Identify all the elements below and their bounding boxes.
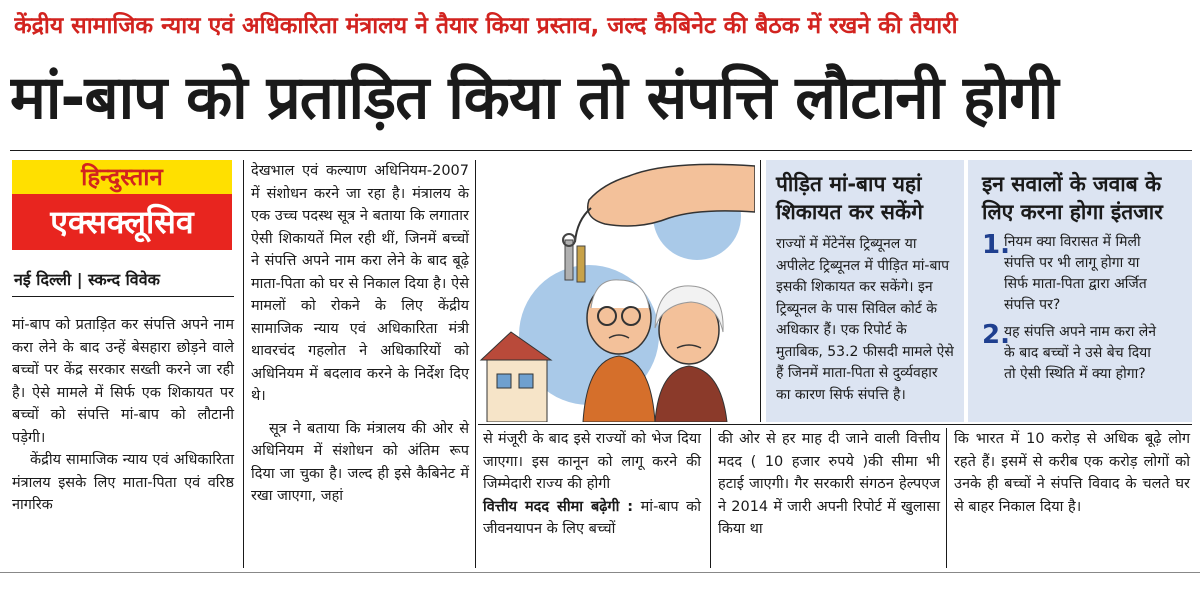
question-2	[982, 322, 1178, 385]
col3-line-wrap	[483, 496, 701, 541]
column-3	[483, 428, 701, 541]
col3-subhead: वित्तीय मदद सीमा बढ़ेगी :	[483, 498, 634, 515]
col-divider-3	[760, 160, 761, 422]
col5-para1: कि भारत में 10 करोड़ से अधिक बूढ़े लोग रहते हैं। इसमें से करीब एक करोड़ लोगों को उनके ही बच्चों ने संपत्ति विवाद के चलते घर से बाहर निकाल दिया है।	[954, 431, 1190, 515]
column-4	[718, 428, 940, 541]
byline-rule	[12, 296, 234, 297]
kicker: केंद्रीय सामाजिक न्याय एवं अधिकारिता मंत्रालय ने तैयार किया प्रस्ताव, जल्द कैबिनेट की बैठक में रखने की तैयारी	[14, 13, 958, 39]
question-1	[982, 232, 1178, 316]
col1-para1: मां-बाप को प्रताड़ित कर संपत्ति अपने नाम करा लेने के बाद उन्हें बेसहारा छोड़ने वाले बच्चों पर केंद्र सरकार सख्ती करने जा रही है। ऐसे मामले में सिर्फ एक शिकायत पर बच्चों को संपत्ति मां-बाप को लौटानी पड़ेगी।	[12, 317, 234, 446]
info-box-complaint-text: राज्यों में मेंटेनेंस ट्रिब्यूनल या अपीलेट ट्रिब्यूनल में पीड़ित मां-बाप इसकी शिकायत कर सकेंगे। इन ट्रिब्यूनल के पास सिविल कोर्ट के अधिकार हैं। एक रिपोर्ट के मुताबिक, 53.2 फीसदी मामले ऐसे हैं जिनमें माता-पिता से दुर्व्यवहार का कारण सिर्फ संपत्ति है।	[776, 236, 954, 403]
col-divider-2	[475, 160, 476, 568]
col2-para1: देखभाल एवं कल्याण अधिनियम-2007 में संशोधन करने जा रहा है। मंत्रालय के एक उच्च पदस्थ सूत्र ने बताया कि लगातार ऐसी शिकायतें मिल रही थीं, जिनमें बच्चों ने संपत्ति अपने नाम करा लेने के बाद बूढ़े माता-पिता को घर से निकाल दिया है। ऐसे मामलों को रोकने के लिए केंद्रीय सामाजिक न्याय एवं अधिकारिता मंत्री थावरचंद गहलोत ने अधिकारियों को अधिनियम में बदलाव करने के निर्देश दिए थे।	[251, 163, 469, 404]
col2-para2: सूत्र ने बताया कि मंत्रालय की ओर से अधिनियम में संशोधन को अंतिम रूप दिया जा चुका है। जल्द ही इसे कैबिनेट में रखा जाएगा, जहां	[251, 420, 469, 504]
brand-hindustan: हिन्दुस्तान	[12, 160, 232, 194]
col-divider-4	[710, 428, 711, 568]
middle-rule	[478, 424, 1192, 425]
col-divider-1	[243, 160, 244, 568]
info-box-complaint-title: पीड़ित मां-बाप यहां शिकायत कर सकेंगे	[776, 172, 923, 224]
old-woman	[655, 286, 727, 422]
info-box-questions	[968, 160, 1192, 422]
col3-para2: मां-बाप को जीवनयापन के लिए बच्चों	[483, 498, 701, 537]
headline-rule	[10, 150, 1192, 151]
bottom-rule	[0, 572, 1200, 573]
column-2	[251, 160, 469, 508]
question-1-text: नियम क्या विरासत में मिली संपत्ति पर भी लागू होगा या सिर्फ माता-पिता द्वारा अर्जित संपत्ति पर?	[1004, 234, 1147, 313]
column-5	[954, 428, 1190, 518]
col3-para1: से मंजूरी के बाद इसे राज्यों को भेज दिया जाएगा। इस कानून को लागू करने की जिम्मेदारी राज्य की होगी	[483, 431, 701, 492]
illustration-elderly-couple	[479, 160, 755, 422]
question-2-number: 2.	[982, 320, 1010, 350]
column-1	[12, 314, 234, 517]
col-divider-5	[946, 428, 947, 568]
question-1-number: 1.	[982, 230, 1010, 260]
info-box-questions-title: इन सवालों के जवाब के लिए करना होगा इंतजार	[982, 172, 1163, 224]
brand-logo	[12, 160, 232, 250]
col4-para1: की ओर से हर माह दी जाने वाली वित्तीय मदद ( 10 हजार रुपये )की सीमा भी हटाई जाएगी। गैर सरकारी संगठन हेल्पएज ने 2014 में जारी अपनी रिपोर्ट में खुलासा किया था	[718, 431, 940, 537]
headline: मां-बाप को प्रताड़ित किया तो संपत्ति लौटानी होगी	[10, 63, 1058, 133]
byline: नई दिल्ली | स्कन्द विवेक	[14, 270, 160, 289]
question-2-text: यह संपत्ति अपने नाम करा लेने के बाद बच्चों ने उसे बेच दिया तो ऐसी स्थिति में क्या होगा?	[1004, 324, 1157, 382]
elderly-couple-key-drawing	[479, 160, 755, 422]
info-box-complaint	[766, 160, 964, 422]
col1-para2: केंद्रीय सामाजिक न्याय एवं अधिकारिता मंत्रालय इसके लिए माता-पिता एवं वरिष्ठ नागरिक	[12, 452, 234, 513]
brand-exclusive: एक्सक्लूसिव	[12, 194, 232, 250]
